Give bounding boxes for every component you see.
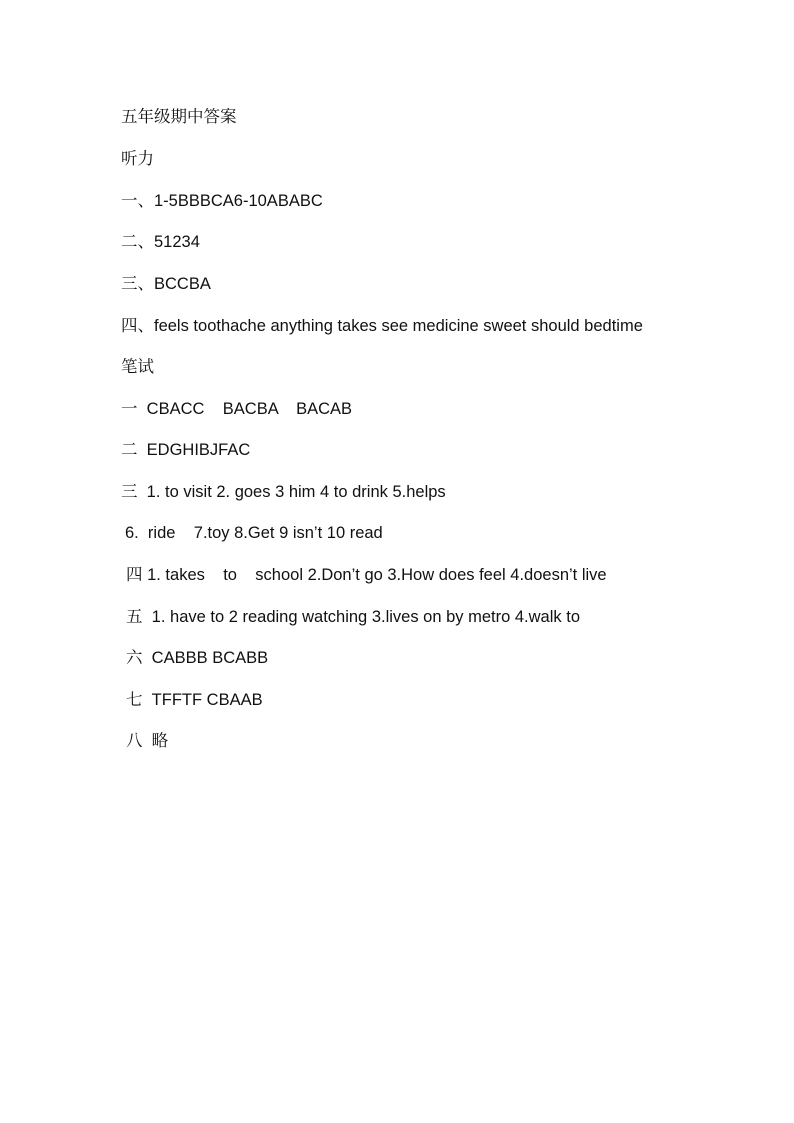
- written-answer-4: 四 1. takes to school 2.Don’t go 3.How does feel 4.doesn’t live: [126, 566, 607, 584]
- listening-answer-1: 一、1-5BBBCA6-10ABABC: [121, 192, 323, 210]
- written-answer-6: 六 CABBB BCABB: [126, 649, 269, 667]
- listening-answer-2: 二、51234: [121, 233, 200, 251]
- written-answer-1: 一 CBACC BACBA BACAB: [121, 400, 353, 418]
- written-answer-8: 八 略: [126, 732, 169, 750]
- listening-answer-3: 三、BCCBA: [121, 275, 211, 293]
- listening-heading: 听力: [121, 150, 154, 168]
- written-answer-7: 七 TFFTF CBAAB: [126, 691, 263, 709]
- written-heading: 笔试: [121, 358, 154, 376]
- written-answer-2: 二 EDGHIBJFAC: [121, 441, 251, 459]
- listening-answer-4: 四、feels toothache anything takes see medicine sweet should bedtime: [121, 317, 643, 335]
- page-title: 五年级期中答案: [121, 108, 237, 126]
- written-answer-3b: 6. ride 7.toy 8.Get 9 isn’t 10 read: [125, 524, 383, 542]
- written-answer-5: 五 1. have to 2 reading watching 3.lives on by metro 4.walk to: [126, 608, 580, 626]
- written-answer-3a: 三 1. to visit 2. goes 3 him 4 to drink 5.helps: [121, 483, 446, 501]
